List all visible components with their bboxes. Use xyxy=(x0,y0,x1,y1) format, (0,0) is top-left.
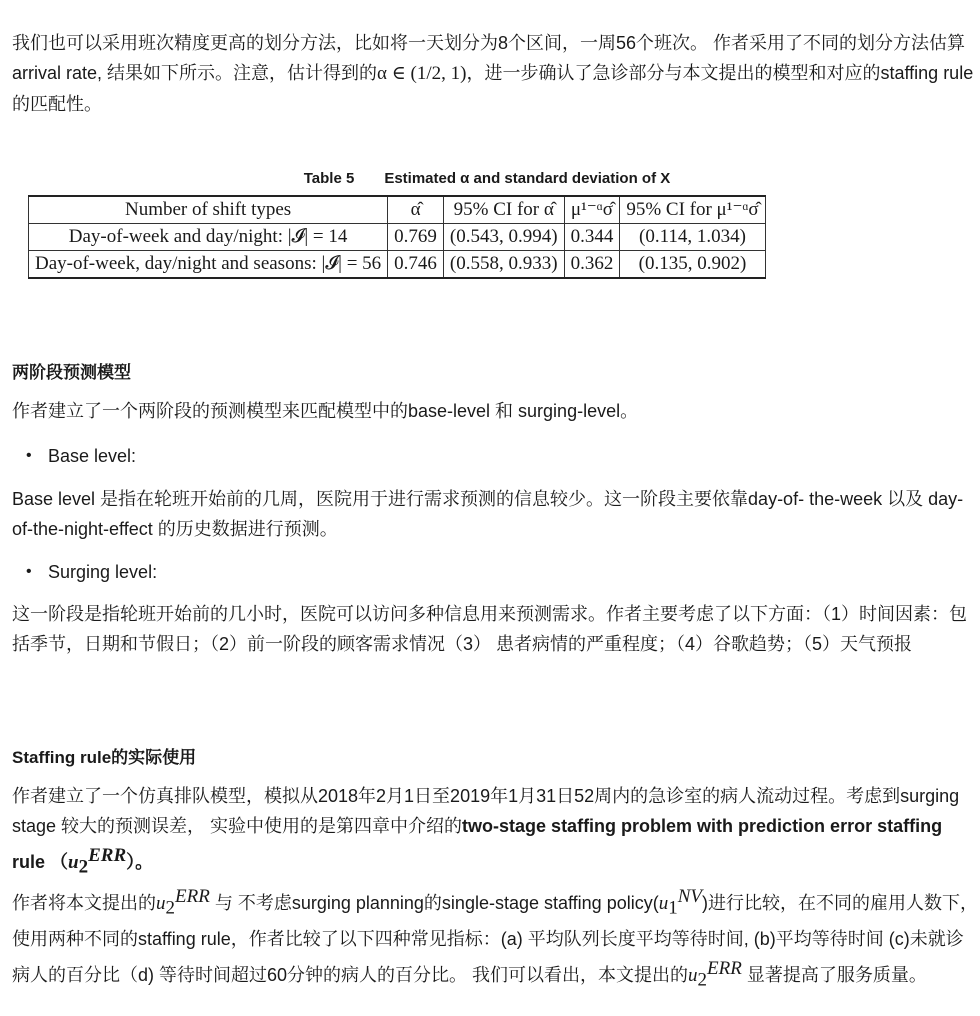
table-cell: Day-of-week and day/night: |𝓘| = 14 xyxy=(29,224,388,251)
list-item-surging-level: • Surging level: xyxy=(12,557,980,587)
intro-text-b: ，进一步确认了急诊部分与本文提出的模型和对应的staffing rule的匹配性。 xyxy=(12,63,974,114)
comparison-text-b: 与 不考虑surging planning的single-stage staffing policy( xyxy=(209,893,659,913)
table-header-row xyxy=(29,196,766,224)
symbol-base: u xyxy=(68,852,79,873)
table-row xyxy=(29,224,766,251)
symbol-sup: NV xyxy=(677,886,702,907)
u2-err-symbol xyxy=(688,957,742,991)
bullet-list xyxy=(12,441,980,471)
table-cell: (0.114, 1.034) xyxy=(620,224,765,251)
intro-text-a: 我们也可以采用班次精度更高的划分方法，比如将一天划分为8个区间，一周56个班次。 作者采用了不同的划分方法估算arrival rate, 结果如下所示。注意，估计得到的 xyxy=(12,33,966,83)
estimates-table xyxy=(28,195,766,279)
comparison-text-a: 作者将本文提出的 xyxy=(12,893,156,913)
section-heading-staffing-rule: Staffing rule的实际使用 xyxy=(12,748,197,767)
u1-nv-symbol xyxy=(658,886,702,919)
table-header-cell: 95% CI for μ¹⁻ᵅσ̂ xyxy=(620,196,765,224)
section-intro-paragraph: 作者建立了一个两阶段的预测模型来匹配模型中的base-level 和 surging-level。 xyxy=(12,401,639,421)
list-item-base-level: • Base level: xyxy=(12,441,980,471)
table-cell: 0.362 xyxy=(564,251,620,279)
symbol-base: u xyxy=(156,893,166,914)
symbol-sub: 1 xyxy=(668,897,678,919)
table-header-cell: μ¹⁻ᵅσ̂ xyxy=(564,196,620,224)
alpha-range-expression: α ∈ (1/2, 1) xyxy=(377,63,467,84)
symbol-sup: ERR xyxy=(175,886,210,907)
symbol-sub: 2 xyxy=(697,969,708,991)
simulation-paragraph xyxy=(12,781,980,883)
comparison-paragraph xyxy=(12,882,980,995)
symbol-base: u xyxy=(688,964,698,986)
symbol-sub: 2 xyxy=(78,856,89,878)
section-heading-two-stage: 两阶段预测模型 xyxy=(12,363,131,382)
bold-rule-text: two-stage staffing problem with prediction error staffing rule （ xyxy=(12,816,943,872)
table-caption xyxy=(12,170,962,187)
u2-err-symbol xyxy=(68,845,127,878)
table-cell: (0.135, 0.902) xyxy=(620,251,765,279)
bullet-list xyxy=(12,557,980,587)
comparison-text-c: )进行比较，在不同的雇用人数下， 使用两种不同的staffing rule，作者比较了以下四种常见指标：(a) 平均队列长度平均等待时间, (b)平均等待时间 (c)未就诊病人的百分比（d) 等待时间超过60分钟的病人的百分比。 我们可以看出，本文提出的 xyxy=(12,893,978,985)
table-cell: Day-of-week, day/night and seasons: |𝓘| = 56 xyxy=(29,251,388,279)
table-cell: 0.344 xyxy=(564,224,620,251)
symbol-sup: ERR xyxy=(88,845,127,866)
table-row xyxy=(29,251,766,279)
u2-err-symbol xyxy=(156,886,210,919)
table-header-cell: α̂ xyxy=(388,196,444,224)
symbol-sub: 2 xyxy=(165,897,175,919)
comparison-text-d: 显著提高了服务质量。 xyxy=(741,964,927,985)
table-cell: 0.746 xyxy=(388,251,444,279)
simulation-text: 作者建立了一个仿真排队模型，模拟从2018年2月1日至2019年1月31日52周内的急诊室的病人流动过程。考虑到surging stage 较大的预测误差， 实验中使用的是第四章中介绍的 xyxy=(12,786,960,836)
surging-level-paragraph: 这一阶段是指轮班开始前的几小时，医院可以访问多种信息用来预测需求。作者主要考虑了以下方面：（1）时间因素：包括季节，日期和节假日；（2）前一阶段的顾客需求情况（3） 患者病情的严重程度；（4）谷歌趋势；（5）天气预报 xyxy=(12,604,968,654)
table-cell: 0.769 xyxy=(388,224,444,251)
table-header-cell: Number of shift types xyxy=(29,196,388,224)
symbol-sup: ERR xyxy=(707,957,742,979)
symbol-base: u xyxy=(658,893,669,914)
base-level-paragraph: Base level 是指在轮班开始前的几周，医院用于进行需求预测的信息较少。这一阶段主要依靠day-of- the-week 以及 day-of-the-night-effect 的历史数据进行预测。 xyxy=(12,489,964,539)
table-title: Estimated α and standard deviation of X xyxy=(384,170,671,187)
table-cell: (0.543, 0.994) xyxy=(443,224,564,251)
bold-rule-end: ）。 xyxy=(126,852,154,872)
intro-paragraph xyxy=(12,28,980,119)
table-header-cell: 95% CI for α̂ xyxy=(443,196,564,224)
table-number: Table 5 xyxy=(303,170,355,187)
table-cell: (0.558, 0.933) xyxy=(443,251,564,279)
